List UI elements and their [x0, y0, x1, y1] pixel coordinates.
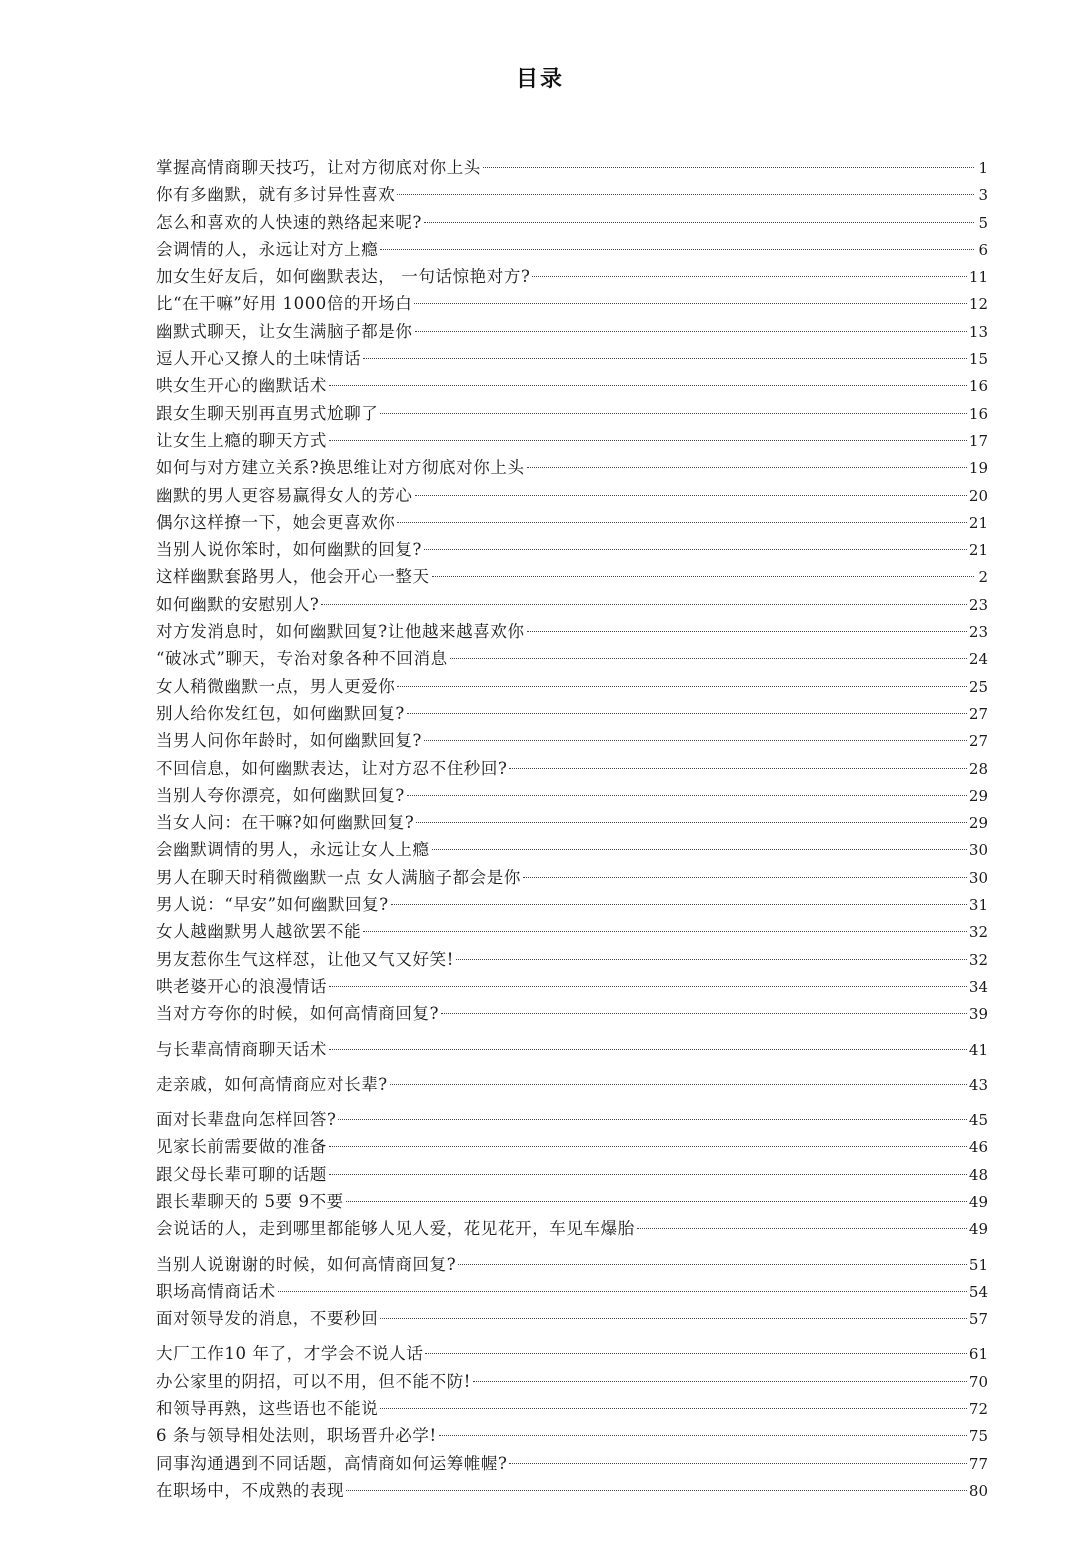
toc-entry[interactable] [156, 482, 988, 509]
toc-entry-title: 当别人说谢谢的时候，如何高情商回复? [156, 1254, 457, 1274]
dot-leader [380, 249, 974, 250]
toc-page-number: 39 [968, 1005, 988, 1024]
toc-page-number: 23 [968, 595, 988, 614]
toc-page-number: 23 [968, 623, 988, 642]
toc-entry-title: 与长辈高情商聊天话术 [156, 1039, 327, 1059]
dot-leader [414, 303, 966, 304]
toc-entry-title: 如何与对方建立关系?换思维让对方彻底对你上头 [156, 458, 525, 478]
toc-page-number: 16 [968, 377, 988, 396]
dot-leader [338, 1119, 966, 1120]
toc-page-number: 12 [968, 295, 988, 314]
dot-leader [509, 768, 966, 769]
toc-entry[interactable] [156, 1106, 988, 1133]
toc-entry[interactable] [156, 727, 988, 754]
dot-leader [527, 467, 967, 468]
toc-entry-title: 女人稍微幽默一点，男人更爱你 [156, 676, 396, 696]
toc-page-number: 54 [968, 1282, 988, 1301]
toc-page-number: 24 [968, 650, 988, 669]
toc-entry[interactable] [156, 755, 988, 782]
toc-entry-title: 会调情的人，永远让对方上瘾 [156, 239, 379, 259]
toc-entry-title: 如何幽默的安慰别人? [156, 594, 320, 614]
toc-entry-title: 幽默式聊天，让女生满脑子都是你 [156, 321, 413, 341]
dot-leader [424, 222, 974, 223]
dot-leader [407, 795, 967, 796]
toc-page-number: 31 [968, 896, 988, 915]
toc-page-number: 51 [968, 1255, 988, 1274]
toc-page-number: 3 [978, 186, 988, 205]
toc-page-number: 80 [968, 1481, 988, 1500]
toc-entry-title: 男人在聊天时稍微幽默一点 女人满脑子都会是你 [156, 867, 521, 887]
toc-entry[interactable] [156, 946, 988, 973]
toc-page-number: 49 [968, 1192, 988, 1211]
toc-entry-title: 同事沟通遇到不同话题，高情商如何运筹帷幄? [156, 1453, 508, 1473]
toc-page-number: 77 [968, 1454, 988, 1473]
toc-entry-title: 会幽默调情的男人，永远让女人上瘾 [156, 840, 430, 860]
toc-entry-title: 面对领导发的消息，不要秒回 [156, 1309, 379, 1329]
dot-leader [329, 440, 967, 441]
toc-entry-title: 职场高情商话术 [156, 1281, 276, 1301]
toc-entry[interactable] [156, 563, 988, 590]
toc-entry-title: 走亲戚，如何高情商应对长辈? [156, 1074, 388, 1094]
toc-page-number: 15 [968, 350, 988, 369]
toc-entry[interactable] [156, 181, 988, 208]
dot-leader [329, 1146, 967, 1147]
toc-page-number: 30 [968, 868, 988, 887]
toc-entry-title: 跟女生聊天别再直男式尬聊了 [156, 403, 379, 423]
dot-leader [473, 1381, 967, 1382]
toc-entry[interactable] [156, 645, 988, 672]
toc-entry[interactable] [156, 973, 988, 1000]
toc-page-number: 11 [968, 268, 988, 287]
toc-page-number: 27 [968, 732, 988, 751]
dot-leader [415, 495, 967, 496]
toc-entry[interactable] [156, 809, 988, 836]
toc-entry[interactable] [156, 290, 988, 317]
dot-leader [637, 1228, 967, 1229]
toc-page-number: 21 [968, 513, 988, 532]
toc-page-number: 25 [968, 677, 988, 696]
toc-entry[interactable] [156, 700, 988, 727]
dot-leader [458, 1264, 967, 1265]
toc-entry[interactable] [156, 454, 988, 481]
toc-entry-title: 当别人夸你漂亮，如何幽默回复? [156, 785, 405, 805]
dot-leader [321, 604, 967, 605]
toc-entry[interactable] [156, 836, 988, 863]
toc-entry[interactable] [156, 1071, 988, 1098]
toc-entry-title: 男友惹你生气这样怼，让他又气又好笑! [156, 949, 454, 969]
toc-entry[interactable] [156, 618, 988, 645]
toc-page-number: 17 [968, 431, 988, 450]
dot-leader [329, 385, 967, 386]
dot-leader [425, 1353, 966, 1354]
dot-leader [432, 849, 967, 850]
dot-leader [483, 167, 974, 168]
toc-entry[interactable] [156, 536, 988, 563]
table-of-contents [156, 154, 988, 1504]
toc-page-number: 5 [978, 213, 988, 232]
toc-entry-title: 跟长辈聊天的 5要 9不要 [156, 1191, 344, 1211]
toc-page-number: 49 [968, 1220, 988, 1239]
toc-page-number: 45 [968, 1111, 988, 1130]
dot-leader [432, 576, 974, 577]
dot-leader [380, 1318, 967, 1319]
toc-entry[interactable] [156, 1340, 988, 1367]
toc-entry-title: 怎么和喜欢的人快速的熟络起来呢? [156, 212, 422, 232]
toc-page-number: 2 [978, 568, 988, 587]
dot-leader [397, 686, 967, 687]
dot-leader [532, 276, 967, 277]
page-title: 目录 [515, 67, 564, 92]
toc-entry[interactable] [156, 1251, 988, 1278]
toc-entry[interactable] [156, 263, 988, 290]
toc-entry-title: 掌握高情商聊天技巧，让对方彻底对你上头 [156, 158, 481, 177]
toc-entry-title: 逗人开心又撩人的土味情话 [156, 349, 362, 369]
dot-leader [380, 413, 967, 414]
toc-page-number: 29 [968, 786, 988, 805]
toc-entry-title: 当别人说你笨时，如何幽默的回复? [156, 540, 422, 560]
toc-entry-title: 在职场中，不成熟的表现 [156, 1480, 345, 1500]
toc-entry-title: 不回信息，如何幽默表达，让对方忍不住秒回? [156, 758, 508, 778]
toc-page-number: 70 [968, 1372, 988, 1391]
toc-page-number: 21 [968, 541, 988, 560]
toc-entry-title: 对方发消息时，如何幽默回复?让他越来越喜欢你 [156, 622, 525, 642]
dot-leader [329, 1174, 967, 1175]
toc-entry[interactable] [156, 1188, 988, 1215]
toc-entry-title: 办公家里的阴招，可以不用，但不能不防! [156, 1371, 472, 1391]
toc-entry-title: 哄老婆开心的浪漫情话 [156, 976, 327, 996]
dot-leader [278, 1291, 967, 1292]
toc-page-number: 19 [968, 459, 988, 478]
toc-page-number: 30 [968, 841, 988, 860]
toc-entry-title: 跟父母长辈可聊的话题 [156, 1164, 327, 1184]
toc-entry-title: 面对长辈盘向怎样回答? [156, 1110, 337, 1130]
toc-entry-title: 男人说：“早安”如何幽默回复? [156, 895, 389, 915]
dot-leader [527, 631, 967, 632]
toc-entry-title: “破冰式”聊天，专治对象各种不回消息 [156, 649, 448, 669]
toc-entry[interactable] [156, 318, 988, 345]
dot-leader [380, 1408, 967, 1409]
dot-leader [363, 931, 967, 932]
toc-page-number: 34 [968, 977, 988, 996]
toc-entry[interactable] [156, 1133, 988, 1160]
dot-leader [416, 822, 967, 823]
toc-entry-title: 让女生上瘾的聊天方式 [156, 430, 327, 450]
toc-entry[interactable] [156, 509, 988, 536]
toc-entry[interactable] [156, 154, 988, 181]
dot-leader [424, 549, 967, 550]
toc-entry[interactable] [156, 891, 988, 918]
dot-leader [509, 1463, 966, 1464]
toc-page-number: 41 [968, 1040, 988, 1059]
toc-entry-title: 幽默的男人更容易赢得女人的芳心 [156, 485, 413, 505]
dot-leader [415, 331, 967, 332]
dot-leader [329, 1049, 967, 1050]
toc-entry-title: 和领导再熟，这些语也不能说 [156, 1399, 379, 1419]
toc-entry-title: 会说话的人，走到哪里都能够人见人爱，花见花开，车见车爆胎 [156, 1219, 635, 1239]
toc-entry-title: 见家长前需要做的准备 [156, 1137, 327, 1157]
toc-page-number: 61 [968, 1345, 988, 1364]
toc-entry[interactable] [156, 1395, 988, 1422]
dot-leader [346, 1201, 967, 1202]
dot-leader [424, 740, 967, 741]
dot-leader [456, 959, 967, 960]
toc-page-number: 16 [968, 404, 988, 423]
toc-entry-title: 当对方夸你的时候，如何高情商回复? [156, 1004, 440, 1024]
toc-entry[interactable] [156, 1278, 988, 1305]
toc-entry-title: 6 条与领导相处法则，职场晋升必学! [156, 1426, 437, 1446]
toc-entry[interactable] [156, 782, 988, 809]
toc-entry[interactable] [156, 918, 988, 945]
toc-page-number: 46 [968, 1138, 988, 1157]
toc-entry-title: 加女生好友后，如何幽默表达， 一句话惊艳对方? [156, 267, 531, 287]
dot-leader [346, 1490, 967, 1491]
toc-page-number: 48 [968, 1165, 988, 1184]
toc-entry[interactable] [156, 1477, 988, 1504]
dot-leader [390, 1084, 967, 1085]
dot-leader [329, 986, 967, 987]
toc-entry[interactable] [156, 209, 988, 236]
dot-leader [523, 877, 967, 878]
toc-entry-title: 这样幽默套路男人，他会开心一整天 [156, 567, 430, 587]
toc-entry[interactable] [156, 236, 988, 263]
dot-leader [391, 904, 967, 905]
toc-entry[interactable] [156, 1368, 988, 1395]
toc-entry[interactable] [156, 372, 988, 399]
toc-entry[interactable] [156, 427, 988, 454]
toc-entry-title: 别人给你发红包，如何幽默回复? [156, 703, 405, 723]
toc-entry[interactable] [156, 673, 988, 700]
toc-entry-title: 女人越幽默男人越欲罢不能 [156, 922, 362, 942]
toc-page-number: 20 [968, 486, 988, 505]
dot-leader [397, 194, 974, 195]
toc-page-number: 57 [968, 1310, 988, 1329]
toc-entry-title: 大厂工作10 年了，才学会不说人话 [156, 1344, 424, 1364]
toc-entry[interactable] [156, 1422, 988, 1449]
toc-entry-title: 当男人问你年龄时，如何幽默回复? [156, 731, 422, 751]
toc-page-number: 1 [978, 159, 988, 177]
toc-entry-title: 比“在干嘛”好用 1000倍的开场白 [156, 294, 413, 314]
dot-leader [450, 658, 967, 659]
toc-entry[interactable] [156, 1450, 988, 1477]
toc-entry-title: 当女人问：在干嘛?如何幽默回复? [156, 813, 415, 833]
toc-entry[interactable] [156, 1036, 988, 1063]
toc-page-number: 32 [968, 950, 988, 969]
toc-entry[interactable] [156, 1305, 988, 1332]
toc-entry-title: 哄女生开心的幽默话术 [156, 376, 327, 396]
toc-page-number: 72 [968, 1400, 988, 1419]
toc-page-number: 6 [978, 240, 988, 259]
toc-page-number: 27 [968, 704, 988, 723]
toc-page-number: 29 [968, 814, 988, 833]
toc-entry[interactable] [156, 345, 988, 372]
toc-page-number: 43 [968, 1075, 988, 1094]
dot-leader [363, 358, 967, 359]
dot-leader [439, 1435, 967, 1436]
dot-leader [397, 522, 967, 523]
toc-entry[interactable] [156, 864, 988, 891]
toc-page-number: 28 [968, 759, 988, 778]
toc-entry-title: 你有多幽默，就有多讨异性喜欢 [156, 185, 396, 205]
toc-entry[interactable] [156, 400, 988, 427]
toc-page-number: 13 [968, 322, 988, 341]
toc-entry[interactable] [156, 1000, 988, 1027]
dot-leader [441, 1013, 967, 1014]
toc-page-number: 32 [968, 923, 988, 942]
toc-entry[interactable] [156, 1215, 988, 1242]
toc-page-number: 75 [968, 1427, 988, 1446]
toc-entry[interactable] [156, 1161, 988, 1188]
dot-leader [407, 713, 967, 714]
toc-entry[interactable] [156, 591, 988, 618]
toc-entry-title: 偶尔这样撩一下，她会更喜欢你 [156, 512, 396, 532]
